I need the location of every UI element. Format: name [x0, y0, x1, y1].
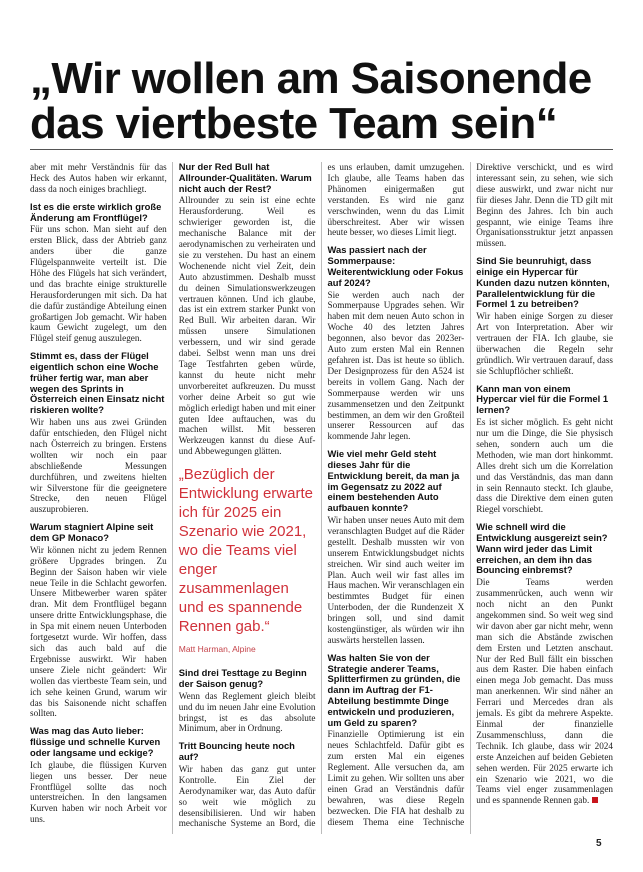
answer: Wenn das Reglement gleich bleibt und du im neuen Jahr eine Evolution bringst, ist es das absolute Minimum, aber in Ordnung.	[178, 690, 316, 734]
answer: Wir haben unser neues Auto mit dem veranschlagten Budget auf die Räder gestellt. Deshalb mussten wir von unserem Entwicklungsbudget nichts streichen. Wir sind auch weiter im Plan. Auch weil wir fast alles im Haus machen. Wir veranschlagen ein bestimmtes Budget für einen Unterboden, der die Rundenzeit X bringen soll, und sind damit kostengünstiger, als würden wir ihn auswärts herstellen lassen.	[327, 515, 465, 645]
page-number: 5	[596, 838, 602, 849]
answer: Wir haben uns aus zwei Gründen dafür entschieden, den Flügel nicht nach Österreich zu bringen. Erstens wollten wir noch ein paar abschließende Messungen durchführen, und zweitens hielten wir Silverstone für die geeignetere Strecke, den neuen Flügel auszuprobieren.	[30, 417, 167, 515]
end-mark-icon	[592, 797, 598, 803]
article-intro: aber mit mehr Verständnis für das Heck des Autos haben wir erkannt, dass da noch einiges brachliegt.	[30, 162, 167, 194]
answer: Sie werden auch nach der Sommerpause Upgrades sehen. Wir haben mit dem neuen Auto schon in Woche 40 des letzten Jahres begonnen, also bevor das 2023er-Auto zum ersten Mal ein Rennen gefahren ist. Das ist heute so üblich. Der Designprozess für den A524 ist bereits in vollem Gang. Nach der Sommerpause werden wir uns zusammensetzen und den Zeitpunkt bestimmen, an dem wir den Großteil unserer Ressourcen auf das kommende Jahr legen.	[327, 289, 465, 442]
headline-divider	[30, 149, 613, 150]
question: Nur der Red Bull hat Allrounder-Qualitäten. Warum nicht auch der Rest?	[178, 161, 312, 194]
pull-quote	[179, 465, 316, 654]
question: Tritt Bouncing heute noch auf?	[178, 740, 295, 763]
answer: Ich glaube, die flüssigen Kurven liegen uns besser. Der neue Frontflügel sollte das noch unterstreichen. In den langsamen Kurven haben wir noch Arbeit vor uns.	[30, 759, 167, 825]
answer: Es ist sicher möglich. Es geht nicht nur um die Dinge, die Sie physisch sehen, sondern auch um die Methoden, wie man dort hinkommt. Alles dreht sich um die Korrelation und das Verständnis, das man dann in sein Rennauto steckt. Ich glaube, dass die Direktive dem einen guten Riegel vorschiebt.	[476, 417, 613, 515]
question: Warum stagniert Alpine seit dem GP Monaco?	[30, 521, 154, 544]
answer: Für uns schon. Man sieht auf den ersten Blick, dass der Abtrieb ganz anders über die ganze Flügelspannweite verteilt ist. Die Höhe des Flügels hat sich verändert, und das brachte einige strukturelle Herausforderungen mit sich. Da hat die dafür zuständige Abteilung einen großartigen Job gemacht. Wir haben kaum Gewicht zugelegt, um den Flügel steif genug auszulegen.	[30, 224, 167, 344]
pull-quote-text: „Bezüglich der Entwicklung erwarte ich für 2025 ein Szenario wie 2021, wo die Teams viel enger zusammenlagen und es spannende Rennen gab.“	[178, 466, 313, 636]
question: Sind Sie beunruhigt, dass einige ein Hypercar für Kunden dazu nutzen könnten, Parallelentwicklung für die Formel 1 zu betreiben?	[476, 255, 610, 310]
article-body	[30, 162, 613, 834]
answer-text: Die Teams werden zusammenrücken, auch wenn wir noch nicht an den Punkt angekommen sind. So weit weg sind wir davon aber gar nicht mehr, wenn man sich die Abstände zwischen dem Ersten und Letzten anschaut. Nur der Red Bull fällt ein bisschen aus dem Raster. Die haben einfach einen mega Job gemacht. Das muss man anerkennen. Wir sind näher an Ferrari und Mercedes dran als jemals. Es gibt da mehrere Aspekte. Einmal der finanzielle Zusammenschluss, dann die Technik. Ich glaube, dass wir 2024 erste Anzeichen auf beiden Gebieten sehen werden. Für 2025 erwarte ich ein Szenario wie 2021, wo die Teams viel enger zusammenlagen und es spannende Rennen gab.	[476, 577, 613, 806]
question: Wie viel mehr Geld steht dieses Jahr für die Entwicklung bereit, da man ja im Gegensatz zu 2022 auf einem bestehenden Auto aufbauen konnte?	[327, 448, 460, 514]
article-headline: „Wir wollen am Saisonende das viertbeste Team sein“	[30, 54, 592, 148]
answer: Wir haben das ganz gut unter Kontrolle. Ein Ziel der Aerodynamiker war, das Auto dafür so weit wie möglich zu desensibilisieren. Und wir haben mechanische Systeme an Bord, die es uns erlauben, damit umzugehen. Ich glaube, alle Teams haben das Phänomen einigermaßen gut verstanden. Es wird nie ganz verschwinden, wenn du das Limit überschreitest. Aber wir wissen heute besser, wo dieses Limit liegt.	[178, 162, 465, 829]
question: Kann man von einem Hypercar viel für die Formel 1 lernen?	[476, 382, 609, 416]
answer: Allrounder zu sein ist eine echte Herausforderung. Weil es schwieriger geworden ist, die mechanische Balance mit der aerodynamischen zu verheiraten und sie zu verstehen. Du hast an einem Wochenende nicht viel Zeit, dein Auto abzustimmen. Deshalb musst du deinen Simulationswerkzeugen vertrauen können. Und ich glaube, das ist ein extrem starker Punkt von Red Bull. Wir arbeiten daran. Wir müssen unsere Simulationen verbessern, und wir sind gerade dabei. Selbst wenn man uns drei Tage Testfahrten geben würde, kannst du heute nicht mehr unvorbereitet aufkreuzen. Du musst vorher deine Arbeit so gut wie möglich erledigt haben und mit einer guten Idee auftauchen, was du machen willst. Mit besseren Werkzeugen kannst du diese Auf- und Abbewegungen glätten.	[178, 195, 316, 457]
question: Was passiert nach der Sommerpause: Weiterentwicklung oder Fokus auf 2024?	[327, 244, 464, 288]
question: Sind drei Testtage zu Beginn der Saison genug?	[178, 667, 307, 689]
question: Was halten Sie von der Strategie anderer Teams, Splitterfirmen zu gründen, die dann im Auftrag der F1-Abteilung bestimmte Dinge entwickeln und produzieren, um Geld zu sparen?	[327, 651, 461, 728]
answer: Finanzielle Optimierung ist ein neues Schlachtfeld. Dafür gibt es zum ersten Mal ein eigenes Reglement. Alle versuchen da, am Limit zu gehen. Wir sollten uns aber einen Grad an Verständnis dafür bewahren, was diese Regeln bezwecken. Die FIA hat deshalb zu diesem Thema eine Technische Direktive verschickt, und es wird interessant sein, zu sehen, wie sich diese auswirkt, und zwar nicht nur für dieses Jahr. Denn die TD gilt mit Beginn des Jahres. Ich bin auch gespannt, wie einige Teams ihre Organisationsstruktur jetzt anpassen müssen.	[327, 162, 613, 827]
question: Wie schnell wird die Entwicklung ausgereizt sein? Wann wird jeder das Limit erreichen, an dem ihn das Bouncing einbremst?	[476, 521, 608, 576]
question: Was mag das Auto lieber: flüssige und schnelle Kurven oder langsame und eckige?	[30, 725, 161, 758]
question: Ist es die erste wirklich große Änderung am Frontflügel?	[30, 200, 162, 223]
pull-quote-author: Matt Harman, Alpine	[178, 644, 256, 655]
answer: Wir können nicht zu jedem Rennen größere Upgrades bringen. Zu Beginn der Saison haben wir viele neue Teile in die Schlacht geworfen. Unsere Mitbewerber waren später dran. Mit dem Frontflügel begann unsere dritte Entwicklungsphase, die in Spa mit einem neuen Unterboden fortgesetzt wurde. Wir hoffen, dass sich das auch bald auf die Ergebnisse auswirkt. Wir haben unsere Ziele nicht geändert: Wir wollen das viertbeste Team sein, und ich sehe keinen Grund, warum wir das bis Saisonende nicht schaffen sollten.	[30, 544, 167, 719]
answer	[476, 577, 613, 806]
answer: Wir haben einige Sorgen zu dieser Art von Interpretation. Aber wir vertrauen der FIA. Ich glaube, sie überwachen die Regeln sehr gründlich. Wir vertrauen darauf, dass sie Schlupflöcher schließt.	[476, 311, 613, 376]
question: Stimmt es, dass der Flügel eigentlich schon eine Woche früher fertig war, man aber wegen des Sprints in Österreich einen Einsatz nicht riskieren wollte?	[30, 350, 165, 416]
